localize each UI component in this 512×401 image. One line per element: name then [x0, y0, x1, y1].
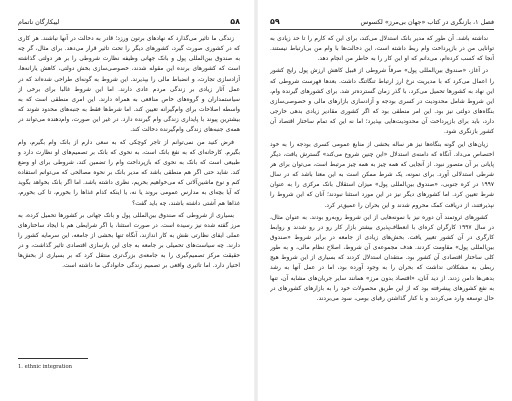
left-page-number: ۵۸: [230, 17, 240, 26]
right-header-rule: [270, 29, 494, 30]
right-page: [256, 0, 512, 401]
footnote: 1. ethnic integration: [18, 364, 72, 370]
left-body-text: [18, 34, 240, 274]
right-body-text: [270, 34, 494, 306]
footnote-divider: [18, 358, 88, 359]
right-paragraph-1: نداشته باشد. آن طور که مدیر بانک استدلال می‌کند، برای این که کارم را تا حد زیادی به توانایی من در بازپرداخت وام ربط داشته است، این دخالت‌ها با وام من بی‌ارتباط نیستند. آنجا که کسب کرده‌ام، می‌دانم که او این کار را به خاطر من انجام دهد.: [270, 36, 494, 63]
right-paragraph-3: زیان‌های این گونه بنگاه‌ها نیز هر ساله بخشی از منابع عمومی کسری بودجه را به خود اختصاص می‌داد. آنگاه که دامنه‌ی استدلال «این چنین شروع می‌کند» گسترش یافت، دیگر پایانی بر آن متصور نبود. از آنجایی که همه چیز به همه چیز مرتبط است، می‌توان برای هر شرطی استدلالی آورد. برای نمونه، یک شرط ممکن است به این معنا باشد که در سال ۱۹۹۷ در کره جنوبی، «صندوق بین‌المللی پول» میزان استقلال بانک مرکزی را به عنوان شرط تعیین کرد. اما کشورهای دیگر نیز در این مورد استثنا نبودند؛ آنان که این شروط را نپذیرفتند، از دریافت کمک محروم شدند و این بحران را عمیق‌تر کرد.: [270, 141, 494, 209]
right-paragraph-2: در آغاز، «صندوق بین‌المللی پول» صرفاً شروطی از قبیل کاهش ارزش پول رایج کشور را اعمال می‌کرد که با مدیریت نرخ ارز ارتباط تنگاتنگ داشت. بعدها فهرست شروطی که این نهاد به کشورها تحمیل می‌کرد، با گذر زمان گسترده‌تر شد. برای کشورهای گیرنده وام، این شروط شامل محدودیت در کسری بودجه و آزادسازی بازارهای مالی و خصوصی‌سازی بنگاه‌های دولتی نیز بود. این امر منطقی بود که اگر کشوری مقادیر زیادی بدهی خارجی دارد، باید برای بازپرداخت آن محدودیت‌هایی بپذیرد؛ اما نه این که تمام ساختار اقتصاد آن کشور بازنگری شود.: [270, 68, 494, 136]
right-page-number: ۵۹: [270, 17, 280, 26]
right-paragraph-4: کشورهای ثروتمند آن دوره نیز با نمونه‌هایی از این شروط روبه‌رو بودند. به عنوان مثال، در سال ۱۹۹۷ کارگران کره‌ای با انعطاف‌پذیری بیشتر بازار کار رو در رو شدند و روابط کارگری در آن کشور تغییر یافت. بخش‌های زیادی از جامعه در برابر شروط «صندوق بین‌المللی پول» مقاومت کردند. هدف مجموعه‌ی آن شروط، اصلاح نظام مالی، و به طور کلی ساختار اقتصادی آن کشور بود. منتقدان استدلال کردند که بسیاری از این شروط هیچ ربطی به مشکلاتی نداشت که بحران را به وجود آورده بود، اما در عمل آنها به رشد بدهی‌ها دامن زدند. از دید آنان، «اقتصاد بدون مرز» همانند سایر جریان‌های مشابه آن، تنها به نفع کشورهای پیشرفته بود که از این طریق محصولات خود را به بازارهای کشورهای در حال توسعه وارد می‌کردند و با کنار گذاشتن رقبای بومی، سود می‌بردند.: [270, 214, 494, 302]
left-paragraph-2: فرض کنید من نمی‌توانم از تاجر کوچکی که به سعی دارم از بانک وام بگیرم، وام بگیرم. کارخانه‌ای که به نفع بانک است، به نحوی که بانک بر تصمیم‌های او نظارت دارد و طبیعی است که بانک به نحوی که بازپرداخت وام را تضمین کند، شروطی برای او وضع کند. شاید حتی اگر هم منطقی باشد که مدیر بانک بر نحوه مصالحی که می‌توانم استفاده کنم و نوع ماشین‌آلاتی که می‌خواهیم بخریم، نظری داشته باشد. اما اگر بانک بخواهد بگوید که آیا بچه‌ای به مدارس عمومی بروند یا نه، یا اینکه کدام غذاها را بخورم، تا کی بخورم، غذاها هم آشتی داشته باشند، چه باید گفت؟: [18, 139, 240, 207]
left-header-rule: [18, 29, 240, 30]
right-page-header: [270, 18, 494, 28]
left-running-title: لیبکارگان ناتمام: [18, 18, 60, 26]
left-page-header: [18, 18, 240, 28]
left-paragraph-3: بسیاری از شروطی که صندوق بین‌المللی پول و بانک جهانی بر کشورها تحمیل کرده، به مرز گفته شده نیز رسیده است. در صورت استثنا، یا اگر شرایطی هم با ایجاد ساختارهای عملی ایفای نظارتی نقش به کار اندازند، آنگاه تنها بخشی از جامعه، این سرمایه کشور را دارند. چه سیاست‌های تحمیلی بر جامعه به جای این بازسازی اقتصادی تاثیر گذاشت، و در حقیقت مرکز تصمیم‌گیری را به جامعه‌ی بزرگ‌تری منتقل کرد که بر بسیاری از بخش‌ها اختیار دارد. اما تاثیری واقعی بر تصمیم زندگی خانوادگی ما داشته است.: [18, 212, 240, 270]
right-running-title: فصل ۱، بازنگری در کتاب «جهان بی‌مرز» لکسوس: [360, 18, 494, 26]
left-paragraph-1: زندگی ما تاثیر می‌گذارد که نهادهای برتون ورزد؛ قادر به دخالت در آنها نباشند. هر کاری که در کشوری صورت گیرد، کشورهای دیگر را تحت تاثیر قرار می‌دهد. برای مثال، گر چه به صندوق بین‌المللی پول و بانک جهانی وظیفه نظارت شروطی را بر هر دولتی گذاشته است که کشورهای برنده این مقوله شدند، خصوصی‌سازی بخش دولتی، کاهش یارانه‌ها، آزادسازی تجارت، و انضباط مالی را بپذیرند. این شروط به گونه‌ای طراحی شده‌اند که در عمل آثار زیادی بر زندگی مردم عادی دارند. اما این شروط غالبا برای برخی از سیاستمداران و گروه‌های خاص منافعی به همراه دارند. این امری منطقی است که به واسطه اصلاحات برای وام‌گیرانه تعیین کند. اما شرط‌ها فقط به جنبه‌های محدود شوند که بیشترین پیوند با پایداری زندگی وام گیرنده دارد. در غیر این صورت، وام‌دهنده می‌تواند در همه‌ی جنبه‌های زندگی وام‌گیرنده دخالت کند.: [18, 36, 240, 134]
